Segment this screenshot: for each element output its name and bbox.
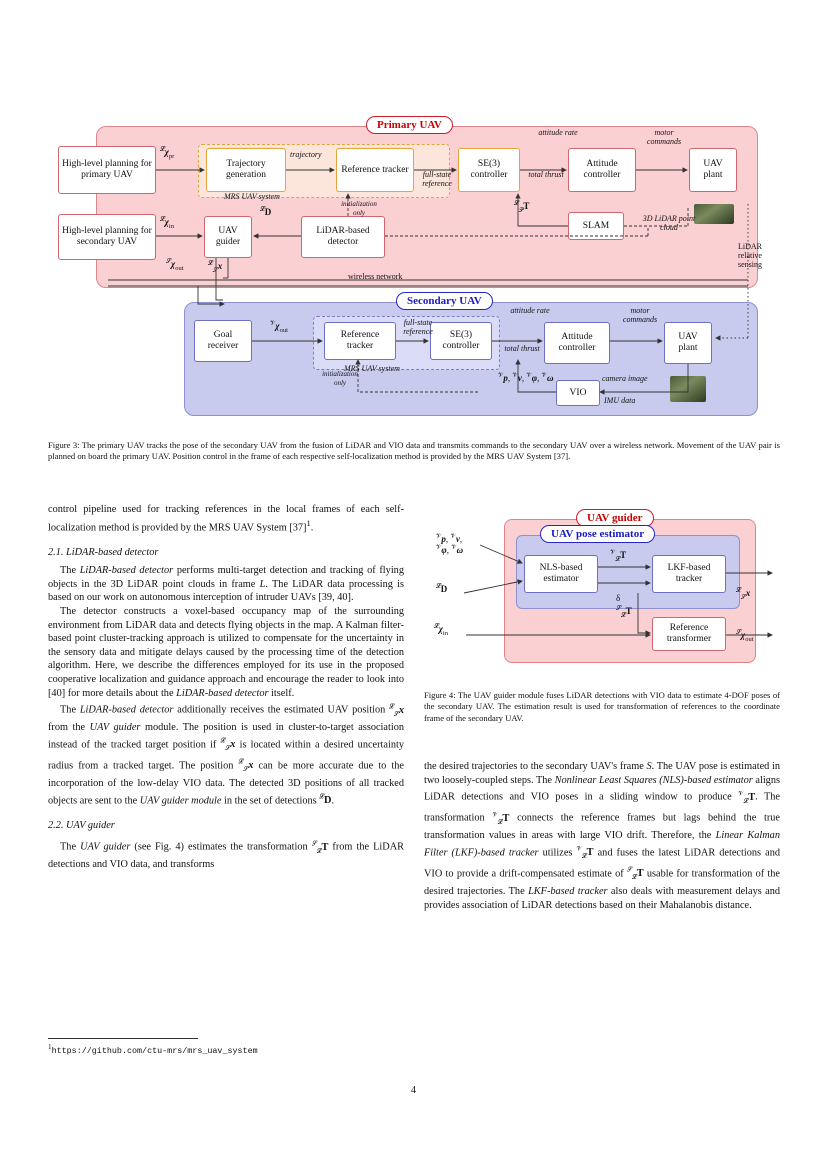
node-lidar-based-detector: LiDAR-based detector	[301, 216, 385, 258]
paragraph-intro: control pipeline used for tracking references in the local frames of each self-localization method is provided by the MRS UAV System $[37]^1$.	[48, 504, 404, 534]
math-LD-fig4: $^𝓛$D	[436, 583, 448, 594]
node-slam: SLAM	[568, 212, 624, 240]
math-chi-out-fig4: $^𝒮\chi_{out}$	[736, 629, 754, 643]
math-chi-in: $^𝓛\chi_{in}$	[160, 216, 174, 230]
uav-pose-estimator-title: UAV pose estimator	[540, 525, 655, 543]
math-LSx-fig4: $^𝓛_𝒮$x	[736, 587, 751, 601]
figure-4-connectors	[424, 505, 780, 675]
figure-4-title: UAV guider	[576, 509, 654, 527]
math-inline-VLT-1: $^𝒱_𝓛$T	[738, 790, 756, 805]
label-mrs-uav-system-secondary: MRS UAV system	[344, 364, 400, 373]
paragraph-1: The LiDAR-based detector performs multi-target detection and tracking of flying objects in the 3D LiDAR point clouds in frame L. The LiDAR data processing is based on our work on autonomous interception of intruder UAVs [39, 40].	[48, 565, 404, 604]
footnote	[48, 1043, 258, 1056]
intro-text-tail: .	[310, 522, 314, 534]
math-inline-Lsx-2: $^𝓛_𝒮$x	[220, 737, 236, 753]
node-reference-tracker: Reference tracker	[336, 148, 414, 192]
figure-4-caption: Figure 4: The UAV guider module fuses LiDAR detections with VIO data to estimate 4-DOF poses of the secondary UAV. The estimation result is used for transformation of references to the coordinate frame of the secondary UAV.	[424, 690, 780, 723]
label-3d-lidar-point-cloud: 3D LiDAR point cloud	[642, 214, 696, 232]
math-SLT-fig4: $^𝒮_𝓛$T	[616, 605, 632, 619]
math-chi-in-fig4: $^𝓛\chi_{in}$	[434, 623, 448, 637]
node-trajectory-generation: Trajectory generation	[206, 148, 286, 192]
math-inline-SLT: $^𝒮_𝓛$T	[311, 840, 329, 855]
right-text-column	[424, 760, 780, 912]
footnote-url[interactable]: https://github.com/ctu-mrs/mrs_uav_system	[51, 1045, 258, 1056]
node-se3-controller: SE(3) controller	[458, 148, 520, 192]
label-total-thrust: total thrust	[528, 170, 564, 179]
node-reference-transformer: Reference transformer	[652, 617, 726, 651]
label-full-state-reference-secondary: full-state reference	[403, 318, 433, 336]
label-full-state-reference: full-state reference	[422, 170, 452, 188]
node-uav-plant-primary: UAV plant	[689, 148, 737, 192]
node-lkf-based-tracker: LKF-based tracker	[652, 555, 726, 593]
secondary-uav-title: Secondary UAV	[396, 292, 493, 310]
math-chi-pr: $^𝓛\chi_{pr}$	[160, 146, 175, 160]
math-inline-LD: $^𝓛$D	[319, 793, 332, 806]
figure-3	[48, 108, 780, 428]
label-initialization-only-secondary: initialization only	[322, 370, 358, 387]
math-delta: δ	[616, 593, 621, 603]
node-attitude-controller-secondary: Attitude controller	[544, 322, 610, 364]
footnote-marker: 1	[48, 1043, 52, 1051]
label-total-thrust-secondary: total thrust	[504, 344, 540, 353]
node-nls-based-estimator: NLS-based estimator	[524, 555, 598, 593]
node-se3-controller-secondary: SE(3) controller	[430, 322, 492, 360]
section-heading-lidar-detector: 2.1. LiDAR-based detector	[48, 546, 159, 558]
node-reference-tracker-secondary: Reference tracker	[324, 322, 396, 360]
primary-uav-title: Primary UAV	[366, 116, 453, 134]
node-uav-plant-secondary: UAV plant	[664, 322, 712, 364]
label-motor-commands: motor commands	[646, 128, 682, 146]
math-Sx-out: $^𝒮\chi_{out}$	[166, 258, 184, 272]
math-Vchi-out: $^𝒱\chi_{out}$	[270, 320, 288, 334]
paragraph-4: The UAV guider (see Fig. 4) estimates the transformation $^𝒮_𝓛$T from the LiDAR detections and VIO data, and transforms	[48, 840, 405, 871]
intro-text: control pipeline used for tracking references in the local frames of each self-localization method is provided by the MRS UAV System [37]	[48, 504, 404, 534]
node-attitude-controller: Attitude controller	[568, 148, 636, 192]
node-high-level-planning-secondary: High-level planning for secondary UAV	[58, 214, 156, 260]
figure-3-caption: Figure 3: The primary UAV tracks the pose of the secondary UAV from the fusion of LiDAR and VIO data and transmits commands to the secondary UAV over a wireless network. Movement of the UAV pair is planned on board the primary UAV. Position control in the frame of each respective self-localization method is provided by the MRS UAV System [37].	[48, 440, 780, 462]
math-inline-SLT-right: $^𝒮_𝓛$T	[626, 866, 644, 882]
math-states: $^𝒱$p, $^𝒱$v, $^𝒱$φ, $^𝒱$ω	[498, 372, 554, 383]
math-inline-VLT-3: $^𝒱_𝓛$T	[576, 845, 594, 861]
label-wireless-network: wireless network	[348, 272, 403, 281]
paragraph-3: The LiDAR-based detector additionally receives the estimated UAV position $^𝓛_𝒮$x from the UAV guider module. The position is used in cluster-to-target association instead of the tracked target position if $^𝓛_𝒮$x is located within a desired uncertainty radius from a tracked target. The position $^𝓛_𝒮$x can be more accurate due to the incorporation of the low-delay VIO data. The detected 3D positions of all tracked objects are sent to the UAV guider module in the set of detections $^𝓛$D.	[48, 703, 404, 806]
math-inline-VLT-2: $^𝒱_𝓛$T	[492, 811, 510, 826]
node-uav-guider: UAV guider	[204, 216, 252, 258]
label-lidar-relative-sensing: LiDAR relative sensing	[738, 242, 762, 269]
paragraph-2: The detector constructs a voxel-based occupancy map of the surrounding environment from LiDAR data and detects flying objects in the map. A Kalman filter-based point cluster-tracking approach is utilized to compensate for the uncertainty in the sensory data and mitigate delays caused by the processing time of the detection algorithm. Here, we describe the differences employed for its use in the proposed cooperative localization and guidance approach and encourage the reader to look into [40] for more details about the LiDAR-based detector itself.	[48, 605, 404, 699]
math-vio-inputs: $^𝒱$p, $^𝒱$v, $^𝒱$φ, $^𝒱$ω	[436, 533, 464, 555]
label-imu-data: IMU data	[604, 396, 636, 405]
left-text-column	[48, 503, 404, 872]
math-inline-Lsx-3: $^𝓛_𝒮$x	[238, 758, 254, 774]
label-mrs-uav-system-primary: MRS UAV system	[224, 192, 280, 201]
footnote-rule	[48, 1038, 198, 1039]
math-VLT: $^𝒱_𝓛$T	[610, 549, 627, 563]
figure-4	[424, 505, 780, 675]
label-attitude-rate: attitude rate	[538, 128, 578, 137]
figure-3-connectors	[48, 108, 780, 428]
math-Lx-S: $^𝓛_𝒮$x	[208, 260, 223, 274]
label-initialization-only-primary: initialization only	[341, 200, 377, 217]
node-goal-receiver: Goal receiver	[194, 320, 252, 362]
node-vio: VIO	[556, 380, 600, 406]
node-high-level-planning-primary: High-level planning for primary UAV	[58, 146, 156, 194]
math-LPT: $^𝓛_𝒫$T	[514, 200, 530, 214]
page-number: 4	[411, 1085, 416, 1096]
math-LD: $^𝓛$D	[260, 206, 272, 217]
label-motor-commands-secondary: motor commands	[622, 306, 658, 324]
section-heading-uav-guider: 2.2. UAV guider	[48, 819, 115, 831]
label-attitude-rate-secondary: attitude rate	[510, 306, 550, 315]
right-paragraph-1: the desired trajectories to the secondary UAV's frame S. The UAV pose is estimated in two loosely-coupled steps. The Nonlinear Least Squares (NLS)-based estimator aligns LiDAR detections and VIO poses in a sliding window to produce $^𝒱_𝓛$T. The transformation $^𝒱_𝓛$T connects the reference frames but lags behind the true transformation values in areas with large VIO drift. Therefore, the Linear Kalman Filter (LKF)-based tracker utilizes $^𝒱_𝓛$T and fuses the latest LiDAR detections and VIO to provide a drift-compensated estimate of $^𝒮_𝓛$T usable for transformation of the desired trajectories. The LKF-based tracker also deals with measurement delays and provides association of LiDAR detections based on their Mahalanobis distance.	[424, 761, 781, 911]
math-inline-Lsx-1: $^𝓛_𝒮$x	[389, 703, 404, 718]
label-trajectory: trajectory	[290, 150, 322, 159]
label-camera-image: camera image	[602, 374, 648, 383]
